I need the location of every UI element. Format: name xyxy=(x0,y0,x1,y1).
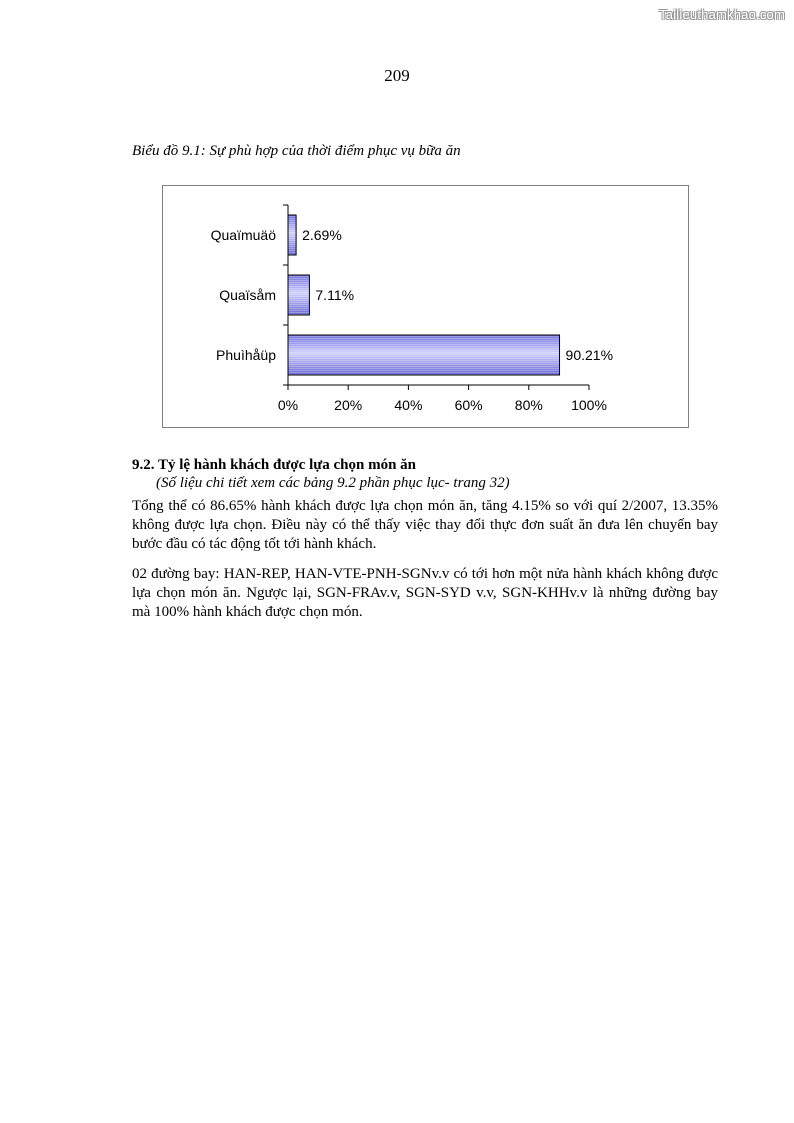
x-tick-label: 60% xyxy=(454,397,483,413)
section-note: (Số liệu chi tiết xem các bảng 9.2 phần phục lục- trang 32) xyxy=(156,475,510,491)
category-label: Phuìhåüp xyxy=(216,347,276,363)
x-tick-label: 20% xyxy=(334,397,363,413)
value-label: 7.11% xyxy=(315,287,355,303)
value-label: 90.21% xyxy=(565,347,614,363)
x-tick-label: 40% xyxy=(394,397,423,413)
bar-texture xyxy=(289,276,309,315)
page-number: 209 xyxy=(384,66,410,85)
x-tick-label: 0% xyxy=(277,397,299,413)
chart-caption: Biểu đồ 9.1: Sự phù hợp của thời điểm phục vụ bữa ăn xyxy=(132,143,461,159)
section-heading: 9.2. Tỷ lệ hành khách được lựa chọn món ăn xyxy=(132,457,417,473)
x-tick-label: 80% xyxy=(514,397,543,413)
category-label: Quaïsåm xyxy=(219,287,276,303)
bar-chart xyxy=(163,186,690,429)
category-label: Quaïmuäö xyxy=(210,227,276,243)
chart-frame xyxy=(162,185,689,428)
bar-texture xyxy=(289,336,560,375)
bar-texture xyxy=(289,216,296,255)
x-tick-label: 100% xyxy=(571,397,607,413)
watermark: Tailieuthamkhao.com xyxy=(659,7,785,22)
value-label: 2.69% xyxy=(302,227,342,243)
paragraph-2: 02 đường bay: HAN-REP, HAN-VTE-PNH-SGNv.v có tới hơn một nửa hành khách không được lựa chọn món ăn. Ngược lại, SGN-FRAv.v, SGN-SYD v.v, SGN-KHHv.v là những đường bay mà 100% hành khách được chọn món. xyxy=(132,566,718,620)
paragraph-1: Tổng thể có 86.65% hành khách được lựa chọn món ăn, tăng 4.15% so với quí 2/2007, 13.35% không được lựa chọn. Điều này có thể thấy việc thay đổi thực đơn suất ăn đưa lên chuyến bay bước đầu có tác động tốt tới hành khách. xyxy=(132,498,718,552)
